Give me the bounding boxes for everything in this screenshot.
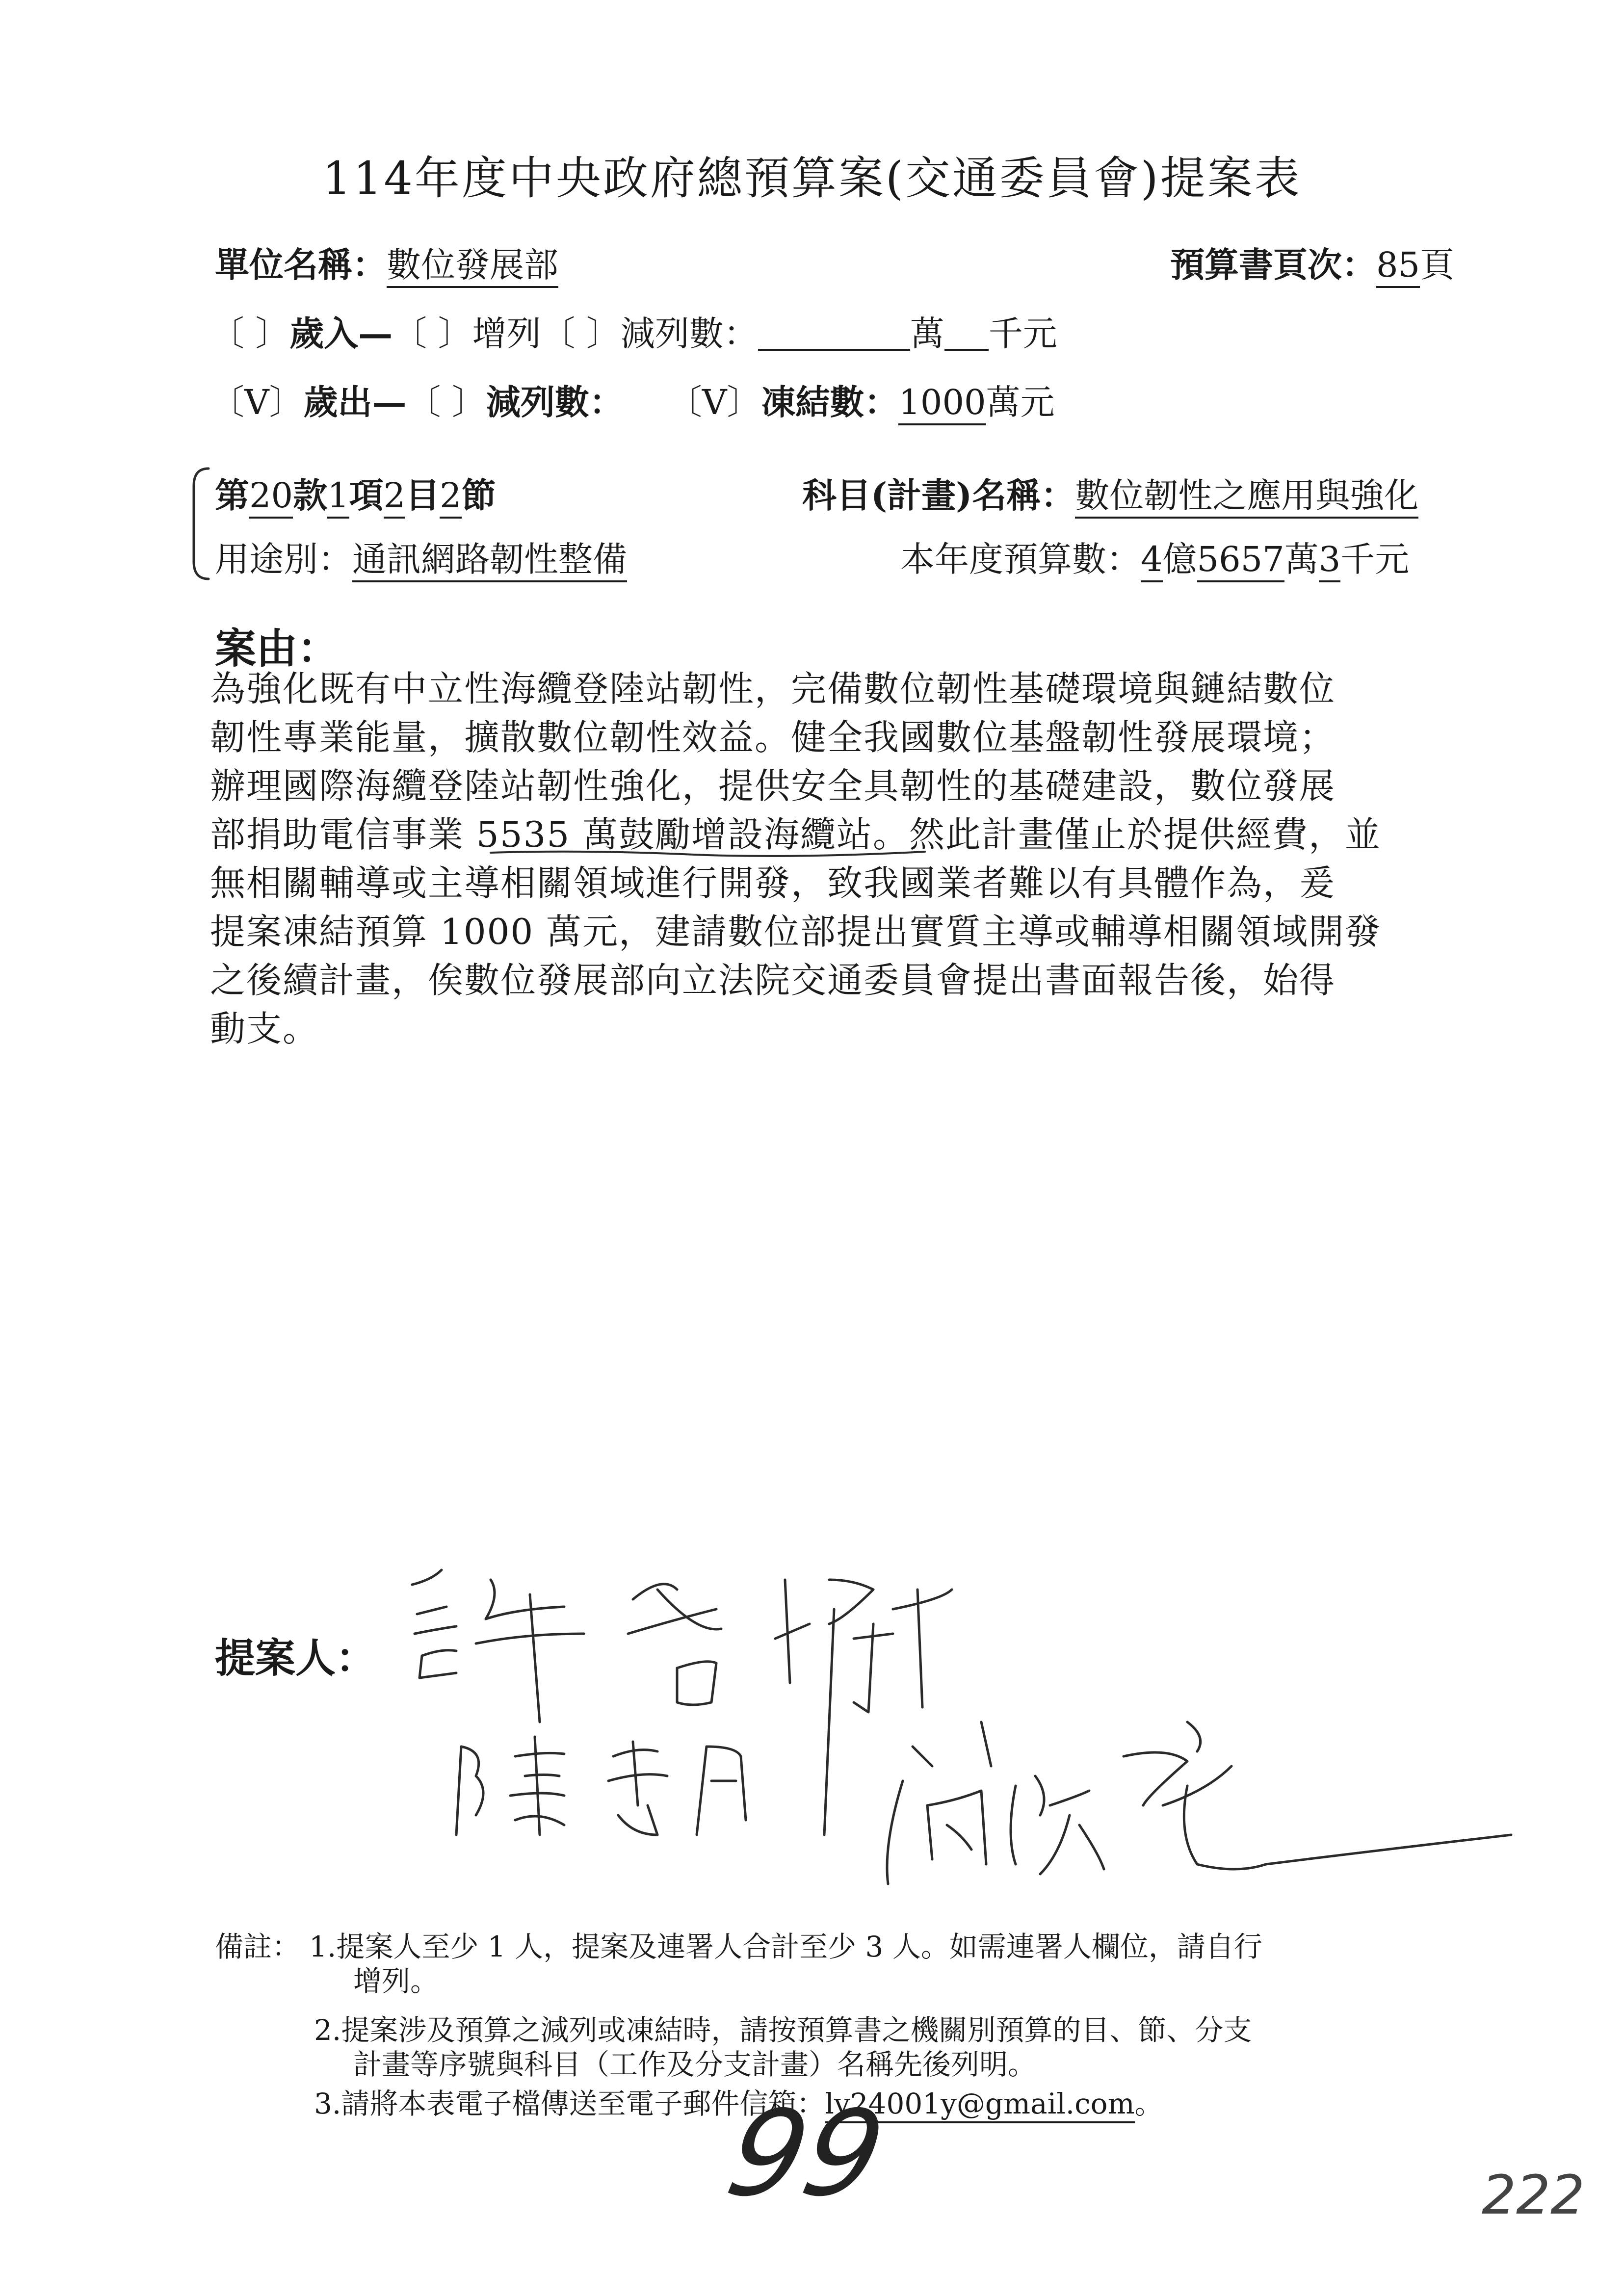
revenue-qian-blank bbox=[944, 319, 989, 351]
expenditure-label: 歲出— bbox=[303, 382, 407, 422]
expenditure-cut-bracket: 〔 〕 bbox=[406, 382, 486, 422]
contact-email: ly24001y@gmail.com bbox=[825, 2087, 1134, 2123]
proposer-label: 提案人： bbox=[215, 1635, 376, 1682]
expenditure-cut-label: 減列數： bbox=[486, 382, 624, 422]
usage-value: 通訊網路韌性整備 bbox=[352, 539, 627, 582]
unit-row bbox=[215, 244, 558, 285]
revenue-add-label: 增列 bbox=[472, 313, 541, 354]
revenue-unit-qian: 千元 bbox=[988, 313, 1057, 354]
reason-line: 為強化既有中立性海纜登陸站韌性，完備數位韌性基礎環境與鏈結數位 bbox=[210, 668, 1336, 709]
note-item-3-end: 。 bbox=[1134, 2087, 1163, 2120]
section-kuan: 20 bbox=[249, 475, 293, 519]
signature-chen bbox=[456, 1737, 746, 1835]
reason-line: 無相關輔導或主導相關領域進行開發，致我國業者難以有具體作為，爰 bbox=[210, 862, 1336, 904]
usage-row bbox=[215, 539, 627, 579]
signature-hsu bbox=[412, 1570, 952, 1722]
note-item-1: 1.提案人至少 1 人，提案及連署人合計至少 3 人。如需連署人欄位，請自行 bbox=[309, 1930, 1262, 1963]
expenditure-freeze-value: 1000 bbox=[898, 382, 986, 425]
section-mu: 2 bbox=[384, 475, 406, 519]
budget-page-suffix: 頁 bbox=[1420, 245, 1455, 285]
expenditure-freeze-label: 凍結數： bbox=[761, 382, 899, 422]
annual-budget-qian: 3 bbox=[1319, 539, 1341, 582]
unit-value: 數位發展部 bbox=[387, 245, 558, 288]
section-brace bbox=[186, 466, 216, 584]
section-xiang-label: 項 bbox=[349, 475, 384, 516]
subject-row bbox=[802, 475, 1419, 516]
section-xiang: 1 bbox=[327, 475, 349, 519]
expenditure-row bbox=[210, 382, 1055, 422]
proposer-signatures bbox=[402, 1560, 1531, 1913]
unit-label: 單位名稱： bbox=[215, 244, 387, 285]
signature-ho bbox=[887, 1722, 1511, 1884]
section-prefix: 第 bbox=[215, 475, 249, 516]
usage-label: 用途別： bbox=[215, 539, 352, 579]
revenue-label: 歲入— bbox=[289, 313, 393, 354]
note-item-2: 2.提案涉及預算之減列或凍結時，請按預算書之機關別預算的目、節、分支 bbox=[314, 2013, 1252, 2047]
reason-line: 部捐助電信事業 5535 萬鼓勵增設海纜站。然此計畫僅止於提供經費，並 bbox=[210, 814, 1382, 855]
annual-budget-qian-label: 千元 bbox=[1340, 539, 1410, 579]
notes-label: 備註： bbox=[215, 1930, 301, 1963]
page-title: 114年度中央政府總預算案(交通委員會)提案表 bbox=[322, 152, 1302, 205]
reason-line: 動支。 bbox=[210, 1008, 319, 1049]
section-row bbox=[215, 475, 496, 516]
section-mu-label: 目 bbox=[405, 475, 440, 516]
note-item-3-text: 3.請將本表電子檔傳送至電子郵件信箱： bbox=[314, 2087, 825, 2120]
annual-budget-yi-label: 億 bbox=[1162, 539, 1197, 579]
annual-budget-row bbox=[900, 539, 1410, 579]
subject-label: 科目(計畫)名稱： bbox=[802, 475, 1075, 516]
handwritten-page-number: 99 bbox=[716, 2085, 896, 2222]
section-jie: 2 bbox=[440, 475, 462, 519]
reason-line: 之後續計畫，俟數位發展部向立法院交通委員會提出書面報告後，始得 bbox=[210, 960, 1336, 1001]
revenue-cut-label: 減列數： bbox=[620, 313, 758, 354]
annual-budget-label: 本年度預算數： bbox=[900, 539, 1141, 579]
budget-page-row bbox=[1170, 244, 1455, 285]
section-jie-label: 節 bbox=[461, 475, 496, 516]
subject-value: 數位韌性之應用與強化 bbox=[1075, 475, 1418, 519]
annual-budget-yi: 4 bbox=[1141, 539, 1163, 582]
expenditure-bracket: 〔V〕 bbox=[210, 382, 304, 422]
budget-page-label: 預算書頁次： bbox=[1170, 244, 1376, 285]
note-item-3 bbox=[314, 2087, 1163, 2120]
annual-budget-wan-label: 萬 bbox=[1284, 539, 1319, 579]
revenue-add-bracket: 〔 〕 bbox=[393, 313, 472, 354]
revenue-cut-bracket: 〔 〕 bbox=[541, 313, 621, 354]
note-item-2-cont: 計畫等序號與科目（工作及分支計畫）名稱先後列明。 bbox=[353, 2048, 1037, 2081]
reason-line: 韌性專業能量，擴散數位韌性效益。健全我國數位基盤韌性發展環境； bbox=[210, 717, 1336, 758]
revenue-amount-blank bbox=[758, 319, 910, 351]
expenditure-freeze-bracket: 〔V〕 bbox=[667, 382, 761, 422]
revenue-bracket: 〔 〕 bbox=[210, 313, 290, 354]
expenditure-freeze-unit: 萬元 bbox=[986, 382, 1055, 422]
reason-line: 辦理國際海纜登陸站韌性強化，提供安全具韌性的基礎建設，數位發展 bbox=[210, 765, 1336, 807]
annual-budget-wan: 5657 bbox=[1197, 539, 1284, 582]
corner-page-number: 222 bbox=[1482, 2164, 1585, 2226]
section-kuan-label: 款 bbox=[293, 475, 328, 516]
reason-amount-underline bbox=[488, 844, 930, 863]
revenue-row bbox=[210, 313, 1057, 354]
reason-line: 提案凍結預算 1000 萬元，建請數位部提出實質主導或輔導相關領域開發 bbox=[210, 911, 1382, 952]
note-item-1-cont: 增列。 bbox=[353, 1964, 439, 1998]
revenue-unit-wan: 萬 bbox=[910, 313, 944, 354]
reason-heading: 案由： bbox=[215, 624, 339, 673]
budget-page-value: 85 bbox=[1376, 245, 1420, 288]
